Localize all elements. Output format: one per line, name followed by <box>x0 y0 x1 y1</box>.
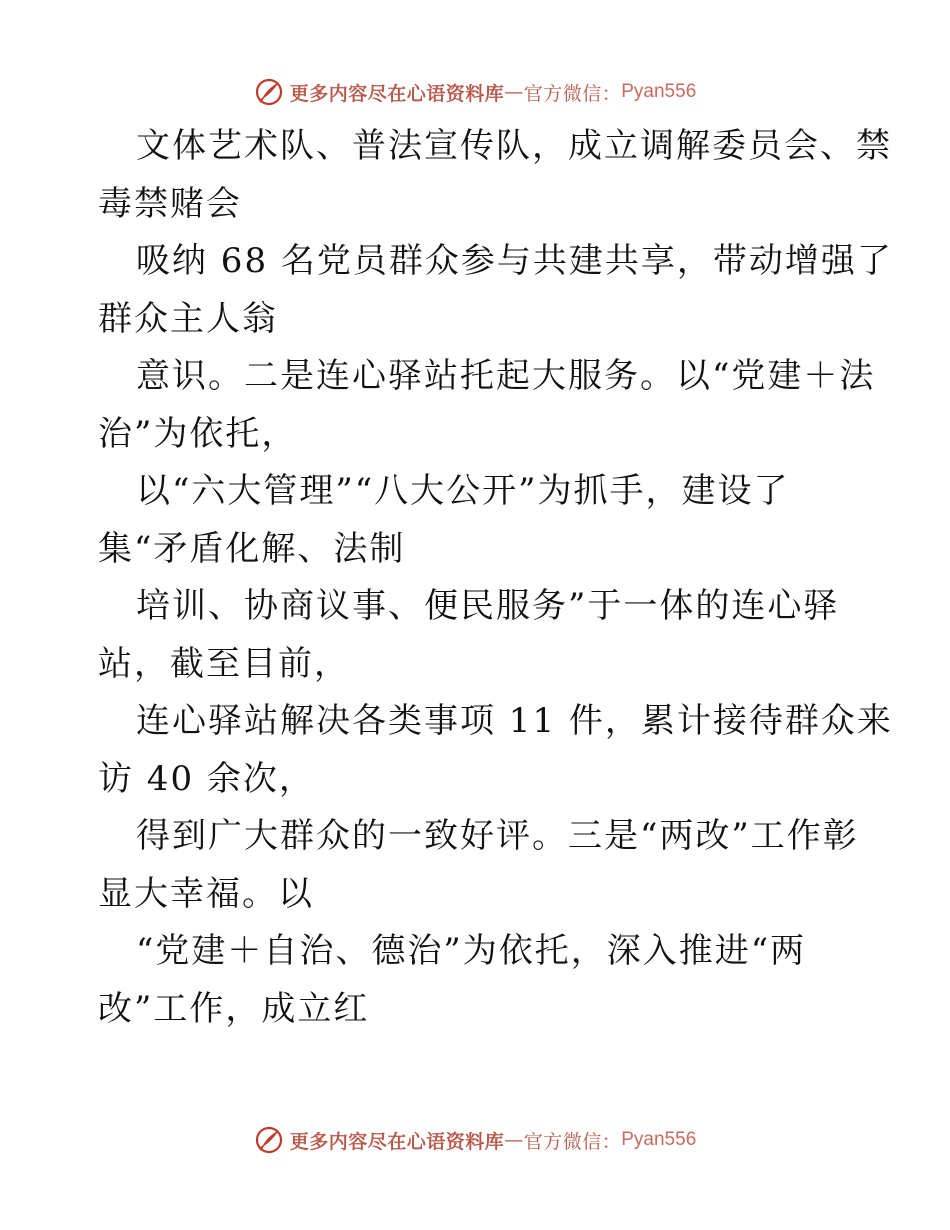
paragraph-line: 文体艺术队、普法宣传队，成立调解委员会、禁 <box>136 126 892 166</box>
quill-logo-icon <box>254 1125 284 1155</box>
paragraph-line: 连心驿站解决各类事项 11 件，累计接待群众来 <box>136 701 893 741</box>
paragraph <box>98 233 893 348</box>
paragraph-line: 毒禁赌会 <box>98 183 242 224</box>
paragraph-line: 意识。二是连心驿站托起大服务。以“党建＋法 <box>136 356 876 396</box>
document-body <box>98 118 893 1038</box>
quill-logo-icon <box>254 77 284 107</box>
watermark-main-text: 更多内容尽在心语资料库 <box>289 1130 505 1153</box>
paragraph <box>98 693 893 808</box>
paragraph-line: 治”为依托， <box>98 413 298 454</box>
watermark-sub-text: 官方微信： <box>523 1130 622 1153</box>
watermark-separator: — <box>504 81 524 103</box>
paragraph-line: 吸纳 68 名党员群众参与共建共享，带动增强了 <box>136 241 893 281</box>
paragraph <box>98 808 858 923</box>
watermark-main-text: 更多内容尽在心语资料库 <box>289 82 505 105</box>
watermark-wechat-id: Pyan556 <box>621 81 697 102</box>
paragraph <box>98 578 858 693</box>
watermark-sub-text: 官方微信： <box>523 82 622 105</box>
paragraph <box>98 923 858 1038</box>
paragraph <box>98 118 892 233</box>
paragraph-line: “党建＋自治、德治”为依托，深入推进“两 <box>136 931 807 971</box>
watermark-wechat-id: Pyan556 <box>621 1129 697 1150</box>
paragraph-line: 集“矛盾化解、法制 <box>98 528 406 569</box>
paragraph <box>98 348 876 463</box>
watermark-separator: — <box>504 1129 524 1151</box>
paragraph <box>98 463 858 578</box>
paragraph-line: 得到广大群众的一致好评。三是“两改”工作彰 <box>136 816 859 856</box>
paragraph-line: 培训、协商议事、便民服务”于一体的连心驿 <box>136 586 840 626</box>
paragraph-line: 群众主人翁 <box>98 298 278 339</box>
paragraph-line: 显大幸福。以 <box>98 873 314 914</box>
paragraph-line: 改”工作，成立红 <box>98 988 370 1029</box>
header-watermark <box>0 72 950 112</box>
paragraph-line: 访 40 余次， <box>98 758 315 799</box>
paragraph-line: 以“六大管理”“八大公开”为抓手，建设了 <box>136 471 790 511</box>
footer-watermark <box>0 1120 950 1160</box>
paragraph-line: 站，截至目前， <box>98 643 350 684</box>
